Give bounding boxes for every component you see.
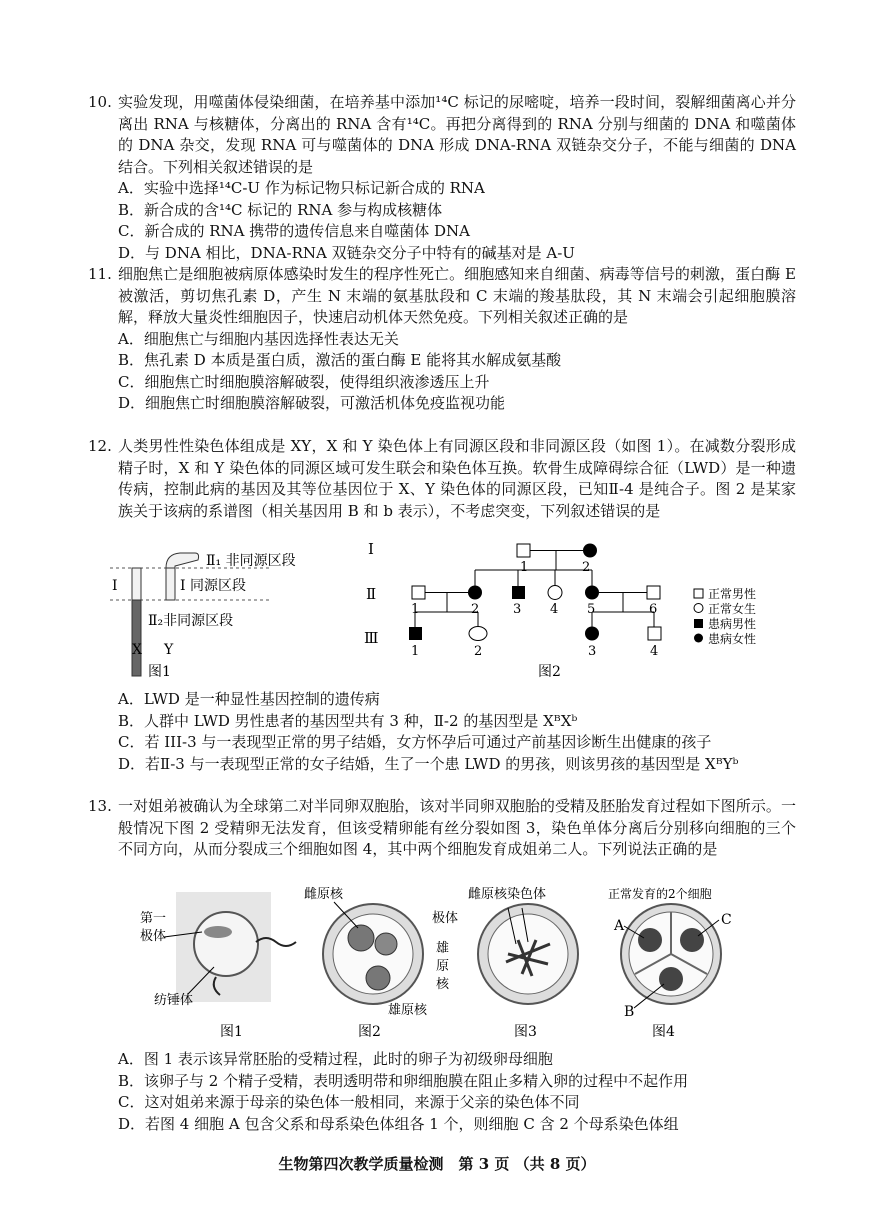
svg-text:5: 5 [587,602,596,617]
cell-b [659,967,683,991]
option-c: C．若 III-3 与一表现型正常的男子结婚，女方怀孕后可通过产前基因诊断生出健康的孩子 [118,733,712,751]
question-stem: 人类男性性染色体组成是 XY，X 和 Y 染色体上有同源区段和非同源区段（如图 1）。在减数分裂形成精子时，X 和 Y 染色体的同源区域可发生联会和染色体互换。软骨生成障碍综合征（LWD）是一种遗传病，控制此病的基因及其等位基因位于 X、Y 染色体的同源区段，已知Ⅱ-4 是纯合子。图 2 是某家族关于该病的系谱图（相关基因用 B 和 b 表示），不考虑突变，下列叙述错误的是 [118,437,796,520]
question-11 [88,264,796,415]
affected-male [512,586,525,599]
question-stem: 实验发现，用噬菌体侵染细菌，在培养基中添加¹⁴C 标记的尿嘧啶，培养一段时间，裂解细菌离心并分离出 RNA 与核糖体，分离出的 RNA 含有¹⁴C。再把分离得到的 RNA 分别与细菌的 DNA 和噬菌体的 DNA 杂交，发现 RNA 可与噬菌体的 DNA 形成 DNA-RNA 双链杂交分子，不能与细菌的 DNA 结合。下列相关叙述错误的是 [118,93,796,176]
label-c: C [721,912,732,928]
figure-caption: 图2 [538,664,561,680]
option-a: A．图 1 表示该异常胚胎的受精过程，此时的卵子为初级卵母细胞 [118,1050,553,1068]
option-d: D．若图 4 细胞 A 包含父系和母系染色体组各 1 个，则细胞 C 含 2 个母系染色体组 [118,1114,679,1133]
page-footer: 生物第四次教学质量检测 第 3 页 （共 8 页） [278,1155,596,1173]
label-female-chromosomes: 雌原核染色体 [468,887,547,902]
question-10 [88,92,796,264]
legend-label: 正常女生 [708,602,757,616]
oocyte [194,912,258,976]
normal-male [412,586,425,599]
svg-text:4: 4 [650,644,659,659]
normal-male [648,627,661,640]
figure-caption: 图3 [514,1024,537,1040]
legend-affected-female-icon [694,634,703,643]
question-number: 13. [88,797,112,815]
option-c: C．细胞焦亡时细胞膜溶解破裂，使得组织液渗透压上升 [118,372,490,391]
svg-text:核: 核 [436,977,450,992]
option-b: B．焦孔素 D 本质是蛋白质，激活的蛋白酶 E 能将其水解成氨基酸 [118,351,562,369]
label-i: Ⅰ 同源区段 [180,578,246,594]
legend-label: 患病女性 [708,632,757,646]
y-nonhomologous-segment [166,553,199,568]
legend-label: 患病男性 [708,617,757,631]
normal-male [647,586,660,599]
svg-text:1: 1 [520,560,529,575]
generation-label: Ⅰ [368,540,374,558]
label-polar-body: 极体 [140,929,167,944]
male-pronucleus [375,933,397,955]
option-b: B．该卵子与 2 个精子受精，表明透明带和卵细胞膜在阻止多精入卵的过程中不起作用 [118,1071,689,1090]
affected-female [585,627,599,641]
question-number: 12. [88,437,112,455]
question-12-options [88,689,796,775]
option-d: D．细胞焦亡时细胞膜溶解破裂，可激活机体免疫监视功能 [118,394,506,412]
label-b: B [624,1004,635,1020]
cell-a [638,928,662,952]
label-normal-cells: 正常发育的2个细胞 [608,887,712,901]
option-a: A．LWD 是一种显性基因控制的遗传病 [118,690,380,708]
affected-female [583,544,597,558]
label-i-left: Ⅰ [112,578,118,594]
female-pronucleus [348,925,374,951]
figure-caption: 图1 [220,1024,243,1040]
cell-c [680,928,704,952]
option-b: B．新合成的含¹⁴C 标记的 RNA 参与构成核糖体 [118,200,443,219]
label-y: Y [164,642,174,658]
option-d: D．与 DNA 相比，DNA-RNA 双链杂交分子中特有的碱基对是 A-U [118,243,575,262]
legend-normal-male-icon [694,589,703,598]
label-ii1: Ⅱ₁ 非同源区段 [206,553,296,569]
svg-text:3: 3 [513,602,522,617]
question-13-options [88,1049,796,1135]
svg-text:3: 3 [588,644,597,659]
generation-label: Ⅲ [364,629,379,647]
male-pronucleus [366,966,390,990]
question-number: 10. [88,93,112,111]
legend-label: 正常男性 [708,587,757,601]
question-stem: 一对姐弟被确认为全球第二对半同卵双胞胎，该对半同卵双胞胎的受精及胚胎发育过程如下图所示。一般情况下图 2 受精卵无法发育，但该受精卵能有丝分裂如图 3，染色单体分离后分别移向细胞的三个不同方向，从而分裂成三个细胞如图 4，其中两个细胞发育成姐弟二人。下列说法正确的是 [118,797,796,858]
affected-female [468,586,482,600]
pedigree-chart [360,538,780,686]
option-b: B．人群中 LWD 男性患者的基因型共有 3 种，Ⅱ-2 的基因型是 XᴮXᵇ [118,711,578,730]
question-number: 11. [88,265,112,283]
affected-female [585,586,599,600]
figure-caption: 图2 [358,1024,381,1040]
svg-text:4: 4 [550,602,559,617]
y-homologous-segment [166,568,175,600]
svg-text:2: 2 [474,644,483,659]
option-c: C．新合成的 RNA 携带的遗传信息来自噬菌体 DNA [118,222,471,240]
label-polar-body: 极体 [432,911,459,926]
label-female-pronucleus: 雌原核 [304,887,344,902]
polar-body [204,926,232,938]
svg-text:2: 2 [582,560,591,575]
label-x: X [132,642,142,658]
option-a: A．实验中选择¹⁴C-U 作为标记物只标记新合成的 RNA [118,179,485,197]
normal-female [469,627,487,641]
svg-text:原: 原 [436,959,450,974]
label-first: 第一 [140,911,167,926]
option-d: D．若Ⅱ-3 与一表现型正常的女子结婚，生了一个患 LWD 的男孩，则该男孩的基因型是 XᴮYᵇ [118,754,739,773]
question-12 [88,436,796,522]
label-spindle: 纺锤体 [154,993,194,1008]
svg-text:1: 1 [411,602,420,617]
label-ii2: Ⅱ₂非同源区段 [148,613,234,629]
legend-normal-female-icon [694,604,703,613]
svg-text:2: 2 [471,602,480,617]
fertilization-figures [136,882,756,1044]
legend-affected-male-icon [694,619,703,628]
svg-text:6: 6 [649,602,658,617]
label-male-pronucleus: 雄原核 [388,1003,428,1018]
question-13 [88,796,796,861]
option-a: A．细胞焦亡与细胞内基因选择性表达无关 [118,329,399,348]
svg-text:雄: 雄 [436,941,450,956]
figure-caption: 图4 [652,1024,675,1040]
generation-label: Ⅱ [366,585,377,603]
chromosome-diagram [100,548,330,686]
normal-female [548,586,562,600]
normal-male [517,544,530,557]
x-homologous-segment [132,568,141,600]
label-a: A [614,918,625,934]
question-stem: 细胞焦亡是细胞被病原体感染时发生的程序性死亡。细胞感知来自细菌、病毒等信号的刺激，蛋白酶 E 被激活，剪切焦孔素 D，产生 N 末端的氨基肽段和 C 末端的羧基肽段，其 N 末端会引起细胞膜溶解，释放大量炎性细胞因子，快速启动机体天然免疫。下列相关叙述正确的是 [118,265,796,326]
option-c: C．这对姐弟来源于母亲的染色体一般相同，来源于父亲的染色体不同 [118,1093,580,1111]
svg-text:1: 1 [411,644,420,659]
figure-caption: 图1 [148,664,171,680]
affected-male [409,627,422,640]
x-nonhomologous-segment [132,600,141,676]
